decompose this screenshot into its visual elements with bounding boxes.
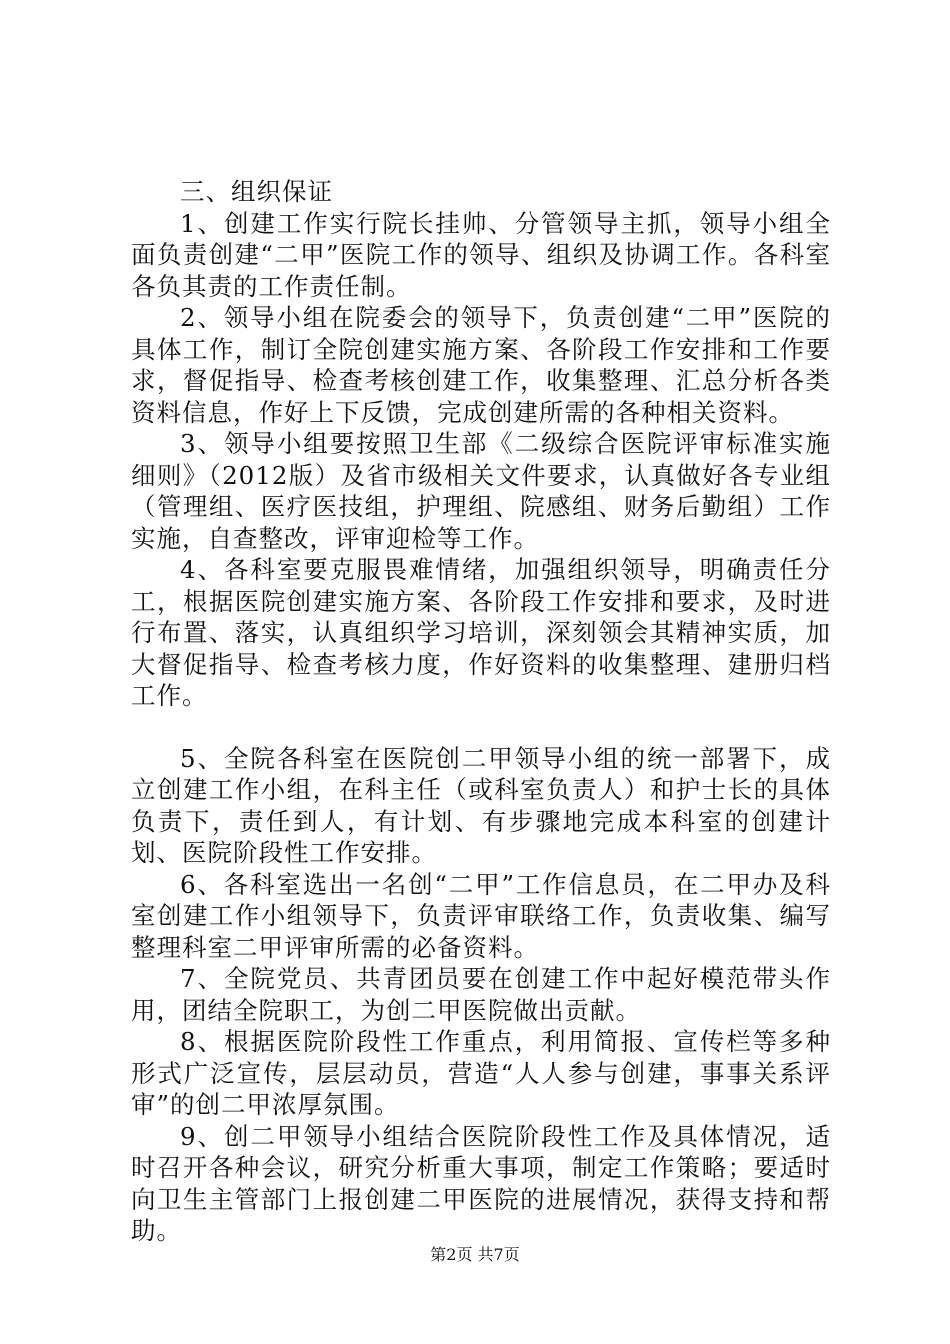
page-footer: 第2页 共7页 <box>430 1245 520 1264</box>
paragraph-3: 3、领导小组要按照卫生部《二级综合医院评审标准实施细则》（2012版）及省市级相关文件要求，认真做好各专业组（管理组、医疗医技组，护理组、院感组、财务后勤组）工作实施，自查整改，评审迎检等工作。 <box>131 429 831 553</box>
section-heading: 三、组织保证 <box>180 177 333 206</box>
paragraph-6: 6、各科室选出一名创“二甲”工作信息员，在二甲办及科室创建工作小组领导下，负责评审联络工作，负责收集、编写整理科室二甲评审所需的必备资料。 <box>131 869 831 962</box>
paragraph-2: 2、领导小组在院委会的领导下，负责创建“二甲”医院的具体工作，制订全院创建实施方案、各阶段工作安排和工作要求，督促指导、检查考核创建工作，收集整理、汇总分析各类资料信息，作好上下反馈，完成创建所需的各种相关资料。 <box>131 303 831 427</box>
paragraph-7: 7、全院党员、共青团员要在创建工作中起好模范带头作用，团结全院职工，为创二甲医院做出贡献。 <box>131 964 831 1025</box>
document-body <box>131 176 831 1247</box>
paragraph-1: 1、创建工作实行院长挂帅、分管领导主抓，领导小组全面负责创建“二甲”医院工作的领导、组织及协调工作。各科室各负其责的工作责任制。 <box>131 208 831 301</box>
paragraph-5: 5、全院各科室在医院创二甲领导小组的统一部署下，成立创建工作小组，在科主任（或科室负责人）和护士长的具体负责下，责任到人，有计划、有步骤地完成本科室的创建计划、医院阶段性工作安排。 <box>131 743 831 867</box>
paragraph-8: 8、根据医院阶段性工作重点，利用简报、宣传栏等多种形式广泛宣传，层层动员，营造“人人参与创建，事事关系评审”的创二甲浓厚氛围。 <box>131 1027 831 1119</box>
paragraph-9: 9、创二甲领导小组结合医院阶段性工作及具体情况，适时召开各种会议，研究分析重大事项，制定工作策略；要适时向卫生主管部门上报创建二甲医院的进展情况，获得支持和帮助。 <box>131 1121 831 1245</box>
paragraph-4: 4、各科室要克服畏难情绪，加强组织领导，明确责任分工，根据医院创建实施方案、各阶段工作安排和要求，及时进行布置、落实，认真组织学习培训，深刻领会其精神实质，加大督促指导、检查考核力度，作好资料的收集整理、建册归档工作。 <box>131 555 831 710</box>
